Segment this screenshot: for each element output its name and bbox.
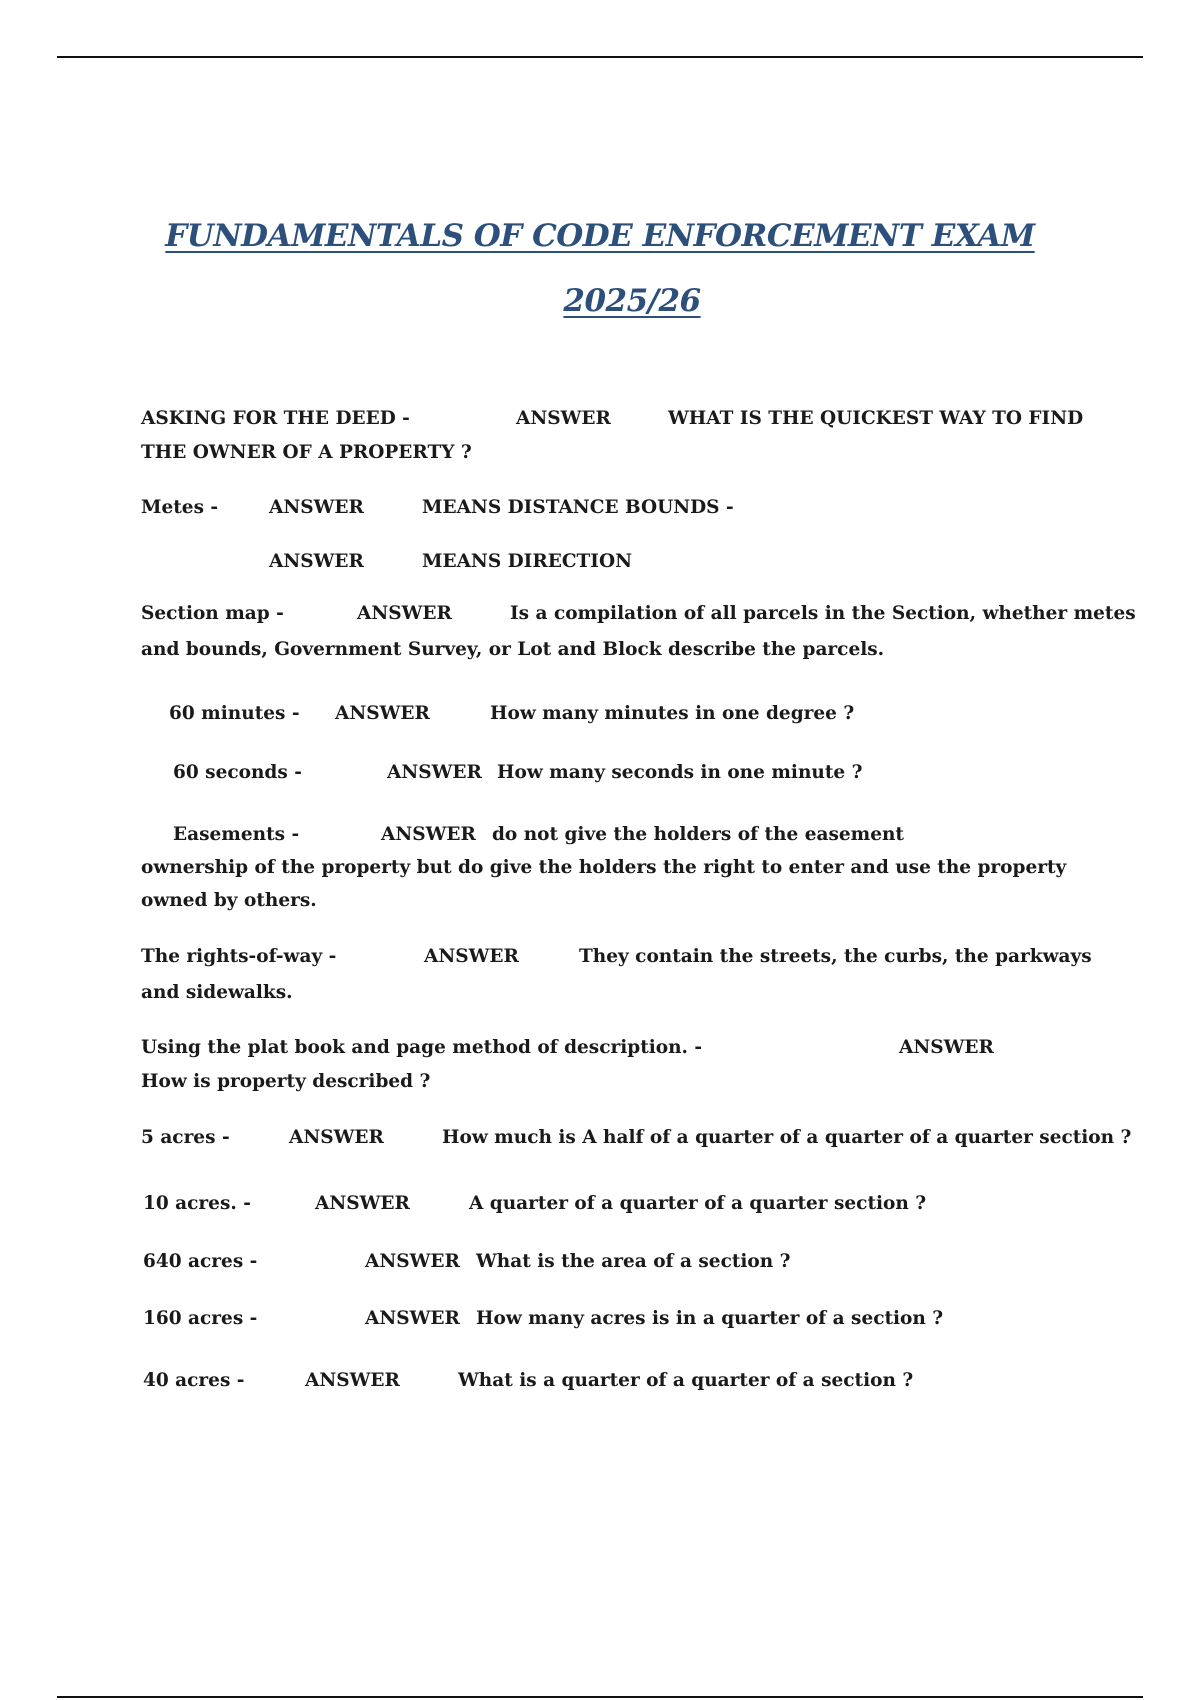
answer-text: Is a compilation of all parcels in the Section, whether metes — [510, 603, 1136, 624]
term: Metes - — [141, 497, 219, 518]
qa-list — [141, 0, 1136, 1700]
answer-label: ANSWER — [305, 1370, 400, 1391]
document-subtitle: 2025/26 — [563, 283, 701, 319]
term: Using the plat book and page method of description. - — [141, 1037, 703, 1058]
answer-label: ANSWER — [365, 1308, 460, 1329]
answer-label: ANSWER — [387, 762, 482, 783]
answer-label: ANSWER — [365, 1251, 460, 1272]
answer-text: How many minutes in one degree ? — [490, 703, 855, 724]
answer-text: How much is A half of a quarter of a quarter of a quarter section ? — [442, 1127, 1132, 1148]
answer-label: ANSWER — [269, 497, 364, 518]
answer-text: What is the area of a section ? — [476, 1251, 791, 1272]
answer-label: ANSWER — [335, 703, 430, 724]
bottom-rule — [57, 1696, 1143, 1698]
term: 10 acres. - — [143, 1193, 251, 1214]
answer-continuation: THE OWNER OF A PROPERTY ? — [141, 442, 472, 463]
answer-continuation: and bounds, Government Survey, or Lot and Block describe the parcels. — [141, 639, 885, 660]
term: ASKING FOR THE DEED - — [141, 408, 410, 429]
answer-text: WHAT IS THE QUICKEST WAY TO FIND — [668, 408, 1084, 429]
document-title: FUNDAMENTALS OF CODE ENFORCEMENT EXAM — [165, 218, 1035, 254]
answer-continuation: How is property described ? — [141, 1071, 431, 1092]
answer-label: ANSWER — [516, 408, 611, 429]
answer-label: ANSWER — [424, 946, 519, 967]
term: 640 acres - — [143, 1251, 258, 1272]
answer-text: MEANS DISTANCE BOUNDS - — [422, 497, 734, 518]
answer-continuation: and sidewalks. — [141, 982, 293, 1003]
answer-text: How many acres is in a quarter of a section ? — [476, 1308, 944, 1329]
answer-label: ANSWER — [315, 1193, 410, 1214]
term: The rights-of-way - — [141, 946, 337, 967]
answer-label: ANSWER — [269, 551, 364, 572]
term: 160 acres - — [143, 1308, 258, 1329]
answer-label: ANSWER — [289, 1127, 384, 1148]
term: 5 acres - — [141, 1127, 230, 1148]
answer-text: do not give the holders of the easement — [492, 824, 904, 845]
term: 40 acres - — [143, 1370, 245, 1391]
answer-continuation: ownership of the property but do give the holders the right to enter and use the property owned by others. — [141, 857, 1067, 911]
answer-label: ANSWER — [381, 824, 476, 845]
answer-label: ANSWER — [899, 1037, 994, 1058]
term: 60 minutes - — [169, 703, 300, 724]
answer-text: They contain the streets, the curbs, the parkways — [579, 946, 1092, 967]
term: Section map - — [141, 603, 284, 624]
answer-text: A quarter of a quarter of a quarter section ? — [469, 1193, 927, 1214]
answer-text: What is a quarter of a quarter of a section ? — [458, 1370, 914, 1391]
answer-text: How many seconds in one minute ? — [497, 762, 863, 783]
term: 60 seconds - — [173, 762, 302, 783]
answer-label: ANSWER — [357, 603, 452, 624]
answer-text: MEANS DIRECTION — [422, 551, 632, 572]
term: Easements - — [173, 824, 300, 845]
